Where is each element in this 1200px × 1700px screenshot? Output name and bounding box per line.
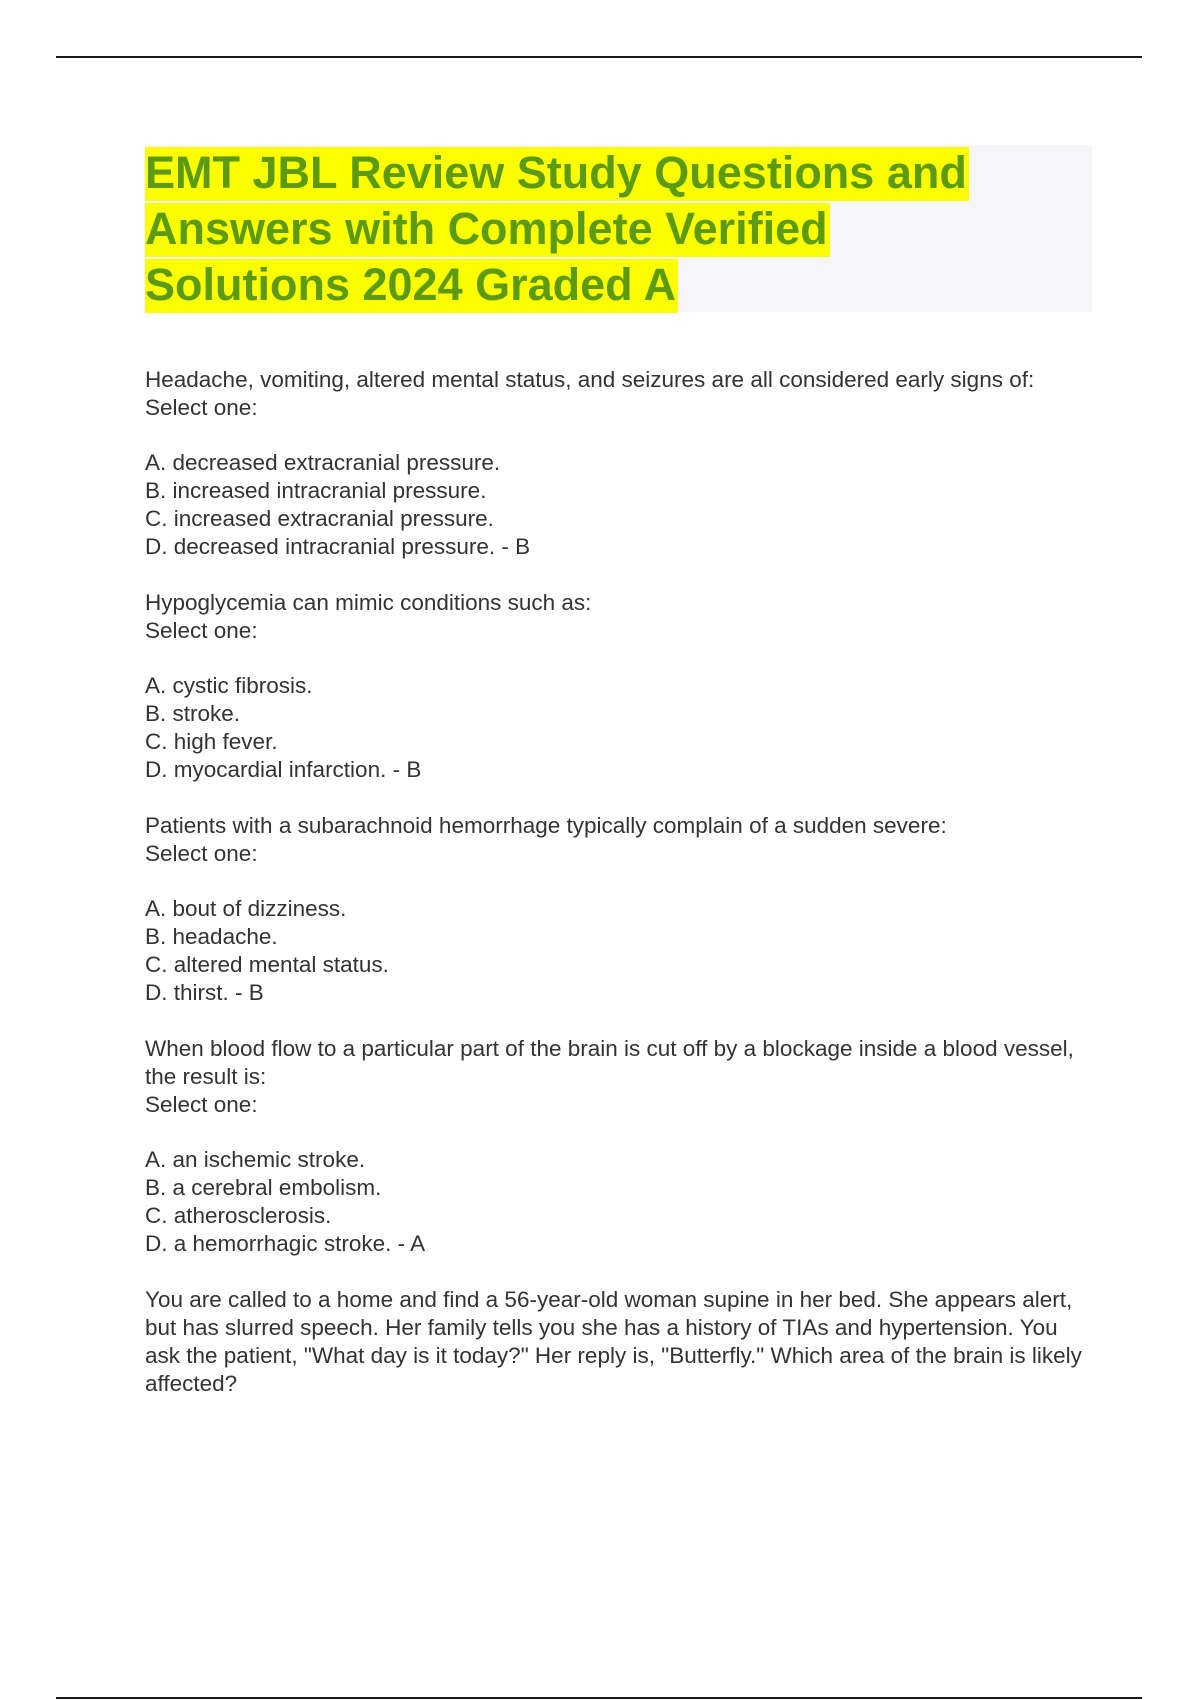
option-b: B. increased intracranial pressure. bbox=[145, 478, 487, 503]
question-2 bbox=[145, 589, 1095, 784]
title-line-1: EMT JBL Review Study Questions and bbox=[145, 147, 969, 201]
option-c: C. high fever. bbox=[145, 729, 278, 754]
select-one-label: Select one: bbox=[145, 841, 258, 866]
document-title bbox=[145, 145, 1092, 313]
option-c: C. increased extracranial pressure. bbox=[145, 506, 494, 531]
title-block bbox=[145, 145, 1092, 312]
option-a: A. decreased extracranial pressure. bbox=[145, 450, 501, 475]
option-a-with-answer: A. an ischemic stroke. bbox=[145, 1147, 366, 1172]
question-list bbox=[145, 366, 1095, 1426]
option-d-with-answer: D. myocardial infarction. - B bbox=[145, 757, 422, 782]
question-text: Hypoglycemia can mimic conditions such as: bbox=[145, 590, 592, 615]
title-line-3: Solutions 2024 Graded A bbox=[145, 259, 678, 313]
option-b: B. a cerebral embolism. bbox=[145, 1175, 382, 1200]
question-text: You are called to a home and find a 56-year-old woman supine in her bed. She appears alert, but has slurred speech. Her family tells you she has a history of TIAs and hypertension. You ask the patient, "What day is it today?" Her reply is, "Butterfly." Which area of the brain is likely affected? bbox=[145, 1287, 1082, 1396]
option-c: C. altered mental status. bbox=[145, 952, 389, 977]
question-text: When blood flow to a particular part of the brain is cut off by a blockage inside a blood vessel, the result is: bbox=[145, 1036, 1074, 1089]
select-one-label: Select one: bbox=[145, 1092, 258, 1117]
option-a: A. cystic fibrosis. bbox=[145, 673, 313, 698]
question-5 bbox=[145, 1286, 1095, 1398]
option-b: B. stroke. bbox=[145, 701, 241, 726]
option-c: C. atherosclerosis. bbox=[145, 1203, 332, 1228]
select-one-label: Select one: bbox=[145, 395, 258, 420]
select-one-label: Select one: bbox=[145, 618, 258, 643]
option-d-with-answer: D. thirst. - B bbox=[145, 980, 264, 1005]
option-d-with-answer: D. a hemorrhagic stroke. - A bbox=[145, 1231, 426, 1256]
bottom-divider bbox=[56, 1697, 1142, 1699]
option-d-with-answer: D. decreased intracranial pressure. - B bbox=[145, 534, 531, 559]
option-a: A. bout of dizziness. bbox=[145, 896, 347, 921]
question-text: Patients with a subarachnoid hemorrhage typically complain of a sudden severe: bbox=[145, 813, 947, 838]
top-divider bbox=[56, 56, 1142, 58]
question-4 bbox=[145, 1035, 1095, 1258]
question-3 bbox=[145, 812, 1095, 1007]
question-1 bbox=[145, 366, 1095, 561]
question-text: Headache, vomiting, altered mental status, and seizures are all considered early signs of: bbox=[145, 367, 1035, 392]
title-line-2: Answers with Complete Verified bbox=[145, 203, 830, 257]
option-b: B. headache. bbox=[145, 924, 278, 949]
